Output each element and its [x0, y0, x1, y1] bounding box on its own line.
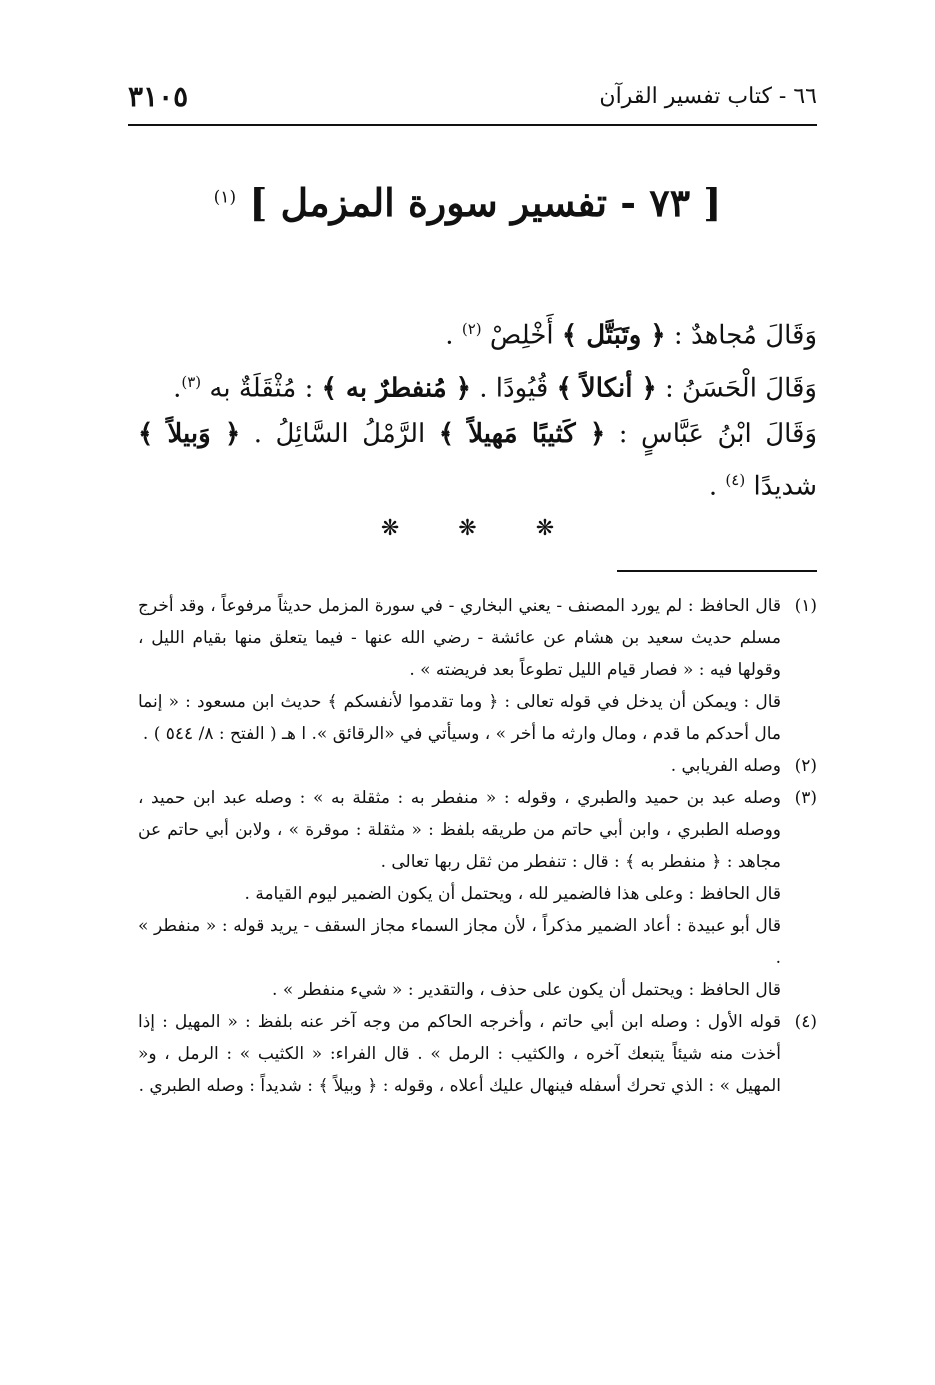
footnote-paragraph: وصله الفريابي .: [670, 756, 781, 776]
quran-quote: ﴿ وتَبَتَّل ﴾: [561, 320, 666, 351]
footnote-paragraph: قال الحافظ : ويحتمل أن يكون على حذف ، والتقدير : « شيء منفطر » .: [272, 980, 781, 1000]
asterisk-icon: ❋: [458, 516, 477, 541]
main-text-segment: شديدًا: [753, 471, 817, 502]
footnote-1: [138, 590, 817, 750]
footnote-paragraph: قوله الأول : وصله ابن أبي حاتم ، وأخرجه الحاكم من وجه آخر عنه بلفظ : « المهيل : إذا أخذت منه شيئاً يتبعك آخره ، والكثيب : الرمل » . قال الفراء: « الكثيب » : الرمل ، و« المهيل » : الذي تحرك أسفله فينهال عليك أعلاه ، وقوله : ﴿ وبيلاً ﴾ : شديداً : وصله الطبري .: [138, 1012, 781, 1096]
footnote-number: (٤): [794, 1012, 817, 1032]
footnote-paragraph: وصله عبد بن حميد والطبري ، وقوله : « منفطر به : مثقلة به » : وصله عبد ابن حميد ، ووصله الطبري ، وابن أبي حاتم من طريقه بلفظ : « مثقلة : موقرة » ، ولابن أبي حاتم عن مجاهد : ﴿ منفطر به ﴾ : قال : تنفطر من ثقل ربها تعالى .: [138, 788, 781, 872]
asterisk-icon: ❋: [535, 516, 555, 541]
surah-title-text: [ ٧٣ - تفسير سورة المزمل ]: [249, 180, 722, 225]
footnote-number: (١): [794, 596, 817, 616]
footnote-paragraph: قال أبو عبيدة : أعاد الضمير مذكراً ، لأن مجاز السماء مجاز السقف - يريد قوله : « منفطر » .: [138, 916, 781, 968]
footnote-divider: [617, 570, 817, 572]
main-text-segment: .: [173, 373, 182, 404]
footnote-3: [138, 782, 817, 1006]
footnote-4: [138, 1006, 817, 1102]
page-number: ٣١٠٥: [128, 80, 189, 113]
main-text-segment: وَقَالَ مُجاهدٌ :: [673, 320, 817, 351]
main-line-mujahid: [138, 306, 817, 359]
quran-quote: ﴿ كَثيبًا مَهيلاً ﴾: [438, 419, 606, 450]
footnote-ref: (٤): [725, 471, 746, 490]
footnote-number: (٢): [794, 756, 817, 776]
main-line-ibn-abbas: [138, 411, 817, 510]
main-text-segment: وَقَالَ الْحَسَنُ :: [664, 373, 817, 404]
main-text-segment: : مُثْقَلَةٌ به: [209, 373, 314, 404]
footnote-paragraph: قال الحافظ : وعلى هذا فالضمير لله ، ويحتمل أن يكون الضمير ليوم القيامة .: [244, 884, 781, 904]
main-line-hasan: [138, 359, 817, 412]
quran-quote: ﴿ أنكالاً ﴾: [556, 373, 657, 404]
footnote-ref: (١): [213, 187, 237, 208]
main-text-segment: أَخْلِصْ: [489, 320, 554, 351]
footnotes: [138, 590, 817, 1102]
main-text: [138, 306, 817, 510]
footnote-number: (٣): [794, 788, 817, 808]
main-text-segment: الرَّمْلُ السَّائِلُ .: [253, 419, 426, 450]
footnote-ref: (٢): [461, 320, 482, 338]
main-text-segment: وَقَالَ ابْنُ عَبَّاسٍ :: [618, 419, 818, 450]
footnote-paragraph: قال الحافظ : لم يورد المصنف - يعني البخاري - في سورة المزمل حديثاً مرفوعاً ، وقد أخرج مسلم حديث سعيد بن هشام عن عائشة - رضي الله عنها - فيما يتعلق منها بقيام الليل ، وقولها فيه : « فصار قيام الليل تطوعاً بعد فريضته » .: [138, 596, 781, 680]
running-title: ٦٦ - كتاب تفسير القرآن: [599, 84, 817, 109]
asterisk-icon: ❋: [380, 516, 400, 541]
page-header: [128, 80, 817, 126]
footnote-ref: (٣): [181, 372, 202, 391]
quran-quote: ﴿ مُنفطرٌ به ﴾: [321, 373, 471, 404]
footnote-paragraph: قال : ويمكن أن يدخل في قوله تعالى : ﴿ وما تقدموا لأنفسكم ﴾ حديث ابن مسعود : « إنما مال أحدكم ما قدم ، ومال وارثه ما أخر » ، وسيأتي في «الرقائق ». ا هـ ( الفتح : ٨/ ٥٤٤ ) .: [138, 692, 781, 744]
main-text-segment: .: [445, 320, 454, 351]
surah-title: [0, 180, 935, 225]
quran-quote: ﴿ وَبيلاً ﴾: [138, 419, 241, 450]
main-text-segment: قُيُودًا .: [479, 373, 549, 404]
section-separator: [0, 516, 935, 541]
footnote-2: [138, 750, 817, 782]
main-text-segment: .: [708, 471, 718, 502]
